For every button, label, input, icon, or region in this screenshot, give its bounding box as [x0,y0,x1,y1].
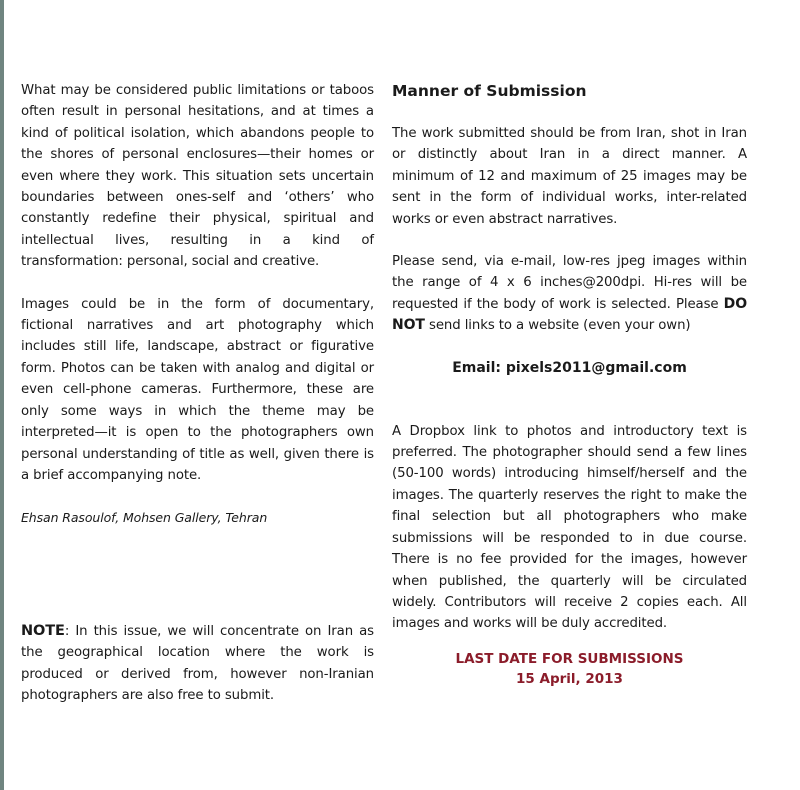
deadline-date: 15 April, 2013 [516,670,623,687]
send-instructions-text: Please send, via e-mail, low-res jpeg images within the range of 4 x 6 inches@200dpi. Hi-res will be requested if the body of work is selected. Please [392,254,747,312]
intro-paragraph: What may be considered public limitations or taboos often result in personal hesitations, and at times a kind of political isolation, which abandons people to the shores of personal enclosures—their homes or even where they work. This situation sets uncertain boundaries between ones-self and ‘others’ who constantly redefine their physical, spiritual and intellectual lives, resulting in a kind of transformation: personal, social and creative. [21,83,374,270]
do-not-emphasis: DO NOT [392,295,747,334]
right-column [392,80,747,689]
note-label: NOTE [21,622,65,639]
image-forms-paragraph: Images could be in the form of documentary, fictional narratives and art photography which includes still life, landscape, abstract or figurative form. Photos can be taken with analog and digital or even cell-phone cameras. Furthermore, these are only some ways in which the theme may be interpreted—it is open to the photographers own personal understanding of title as well, given there is a brief accompanying note. [21,296,374,483]
note-text: : In this issue, we will concentrate on Iran as the geographical location where the work is produced or derived from, however non-Iranian photographers are also free to submit. [21,623,374,703]
deadline-label: LAST DATE FOR SUBMISSIONS [455,650,684,667]
send-instructions-text-end: send links to a website (even your own) [424,318,691,334]
signature: Ehsan Rasoulof, Mohsen Gallery, Tehran [21,510,268,526]
note-paragraph [21,621,374,707]
left-column [21,80,374,706]
work-requirements-paragraph: The work submitted should be from Iran, shot in Iran or distinctly about Iran in a direct manner. A minimum of 12 and maximum of 25 images may be sent in the form of individual works, inter-related works or even abstract narratives. [392,126,747,227]
contact-email[interactable]: Email: pixels2011@gmail.com [452,359,687,376]
send-instructions-paragraph [392,251,747,337]
page-edge-border [0,0,4,790]
dropbox-paragraph: A Dropbox link to photos and introductory text is preferred. The photographer should send a few lines (50-100 words) introducing himself/herself and the images. The quarterly reserves the right to make the final selection but all photographers who make submissions will be responded to in due course. There is no fee provided for the images, however when published, the quarterly will be circulated widely. Contributors will receive 2 copies each. All images and works will be duly accredited. [392,423,747,632]
submission-heading: Manner of Submission [392,82,587,100]
